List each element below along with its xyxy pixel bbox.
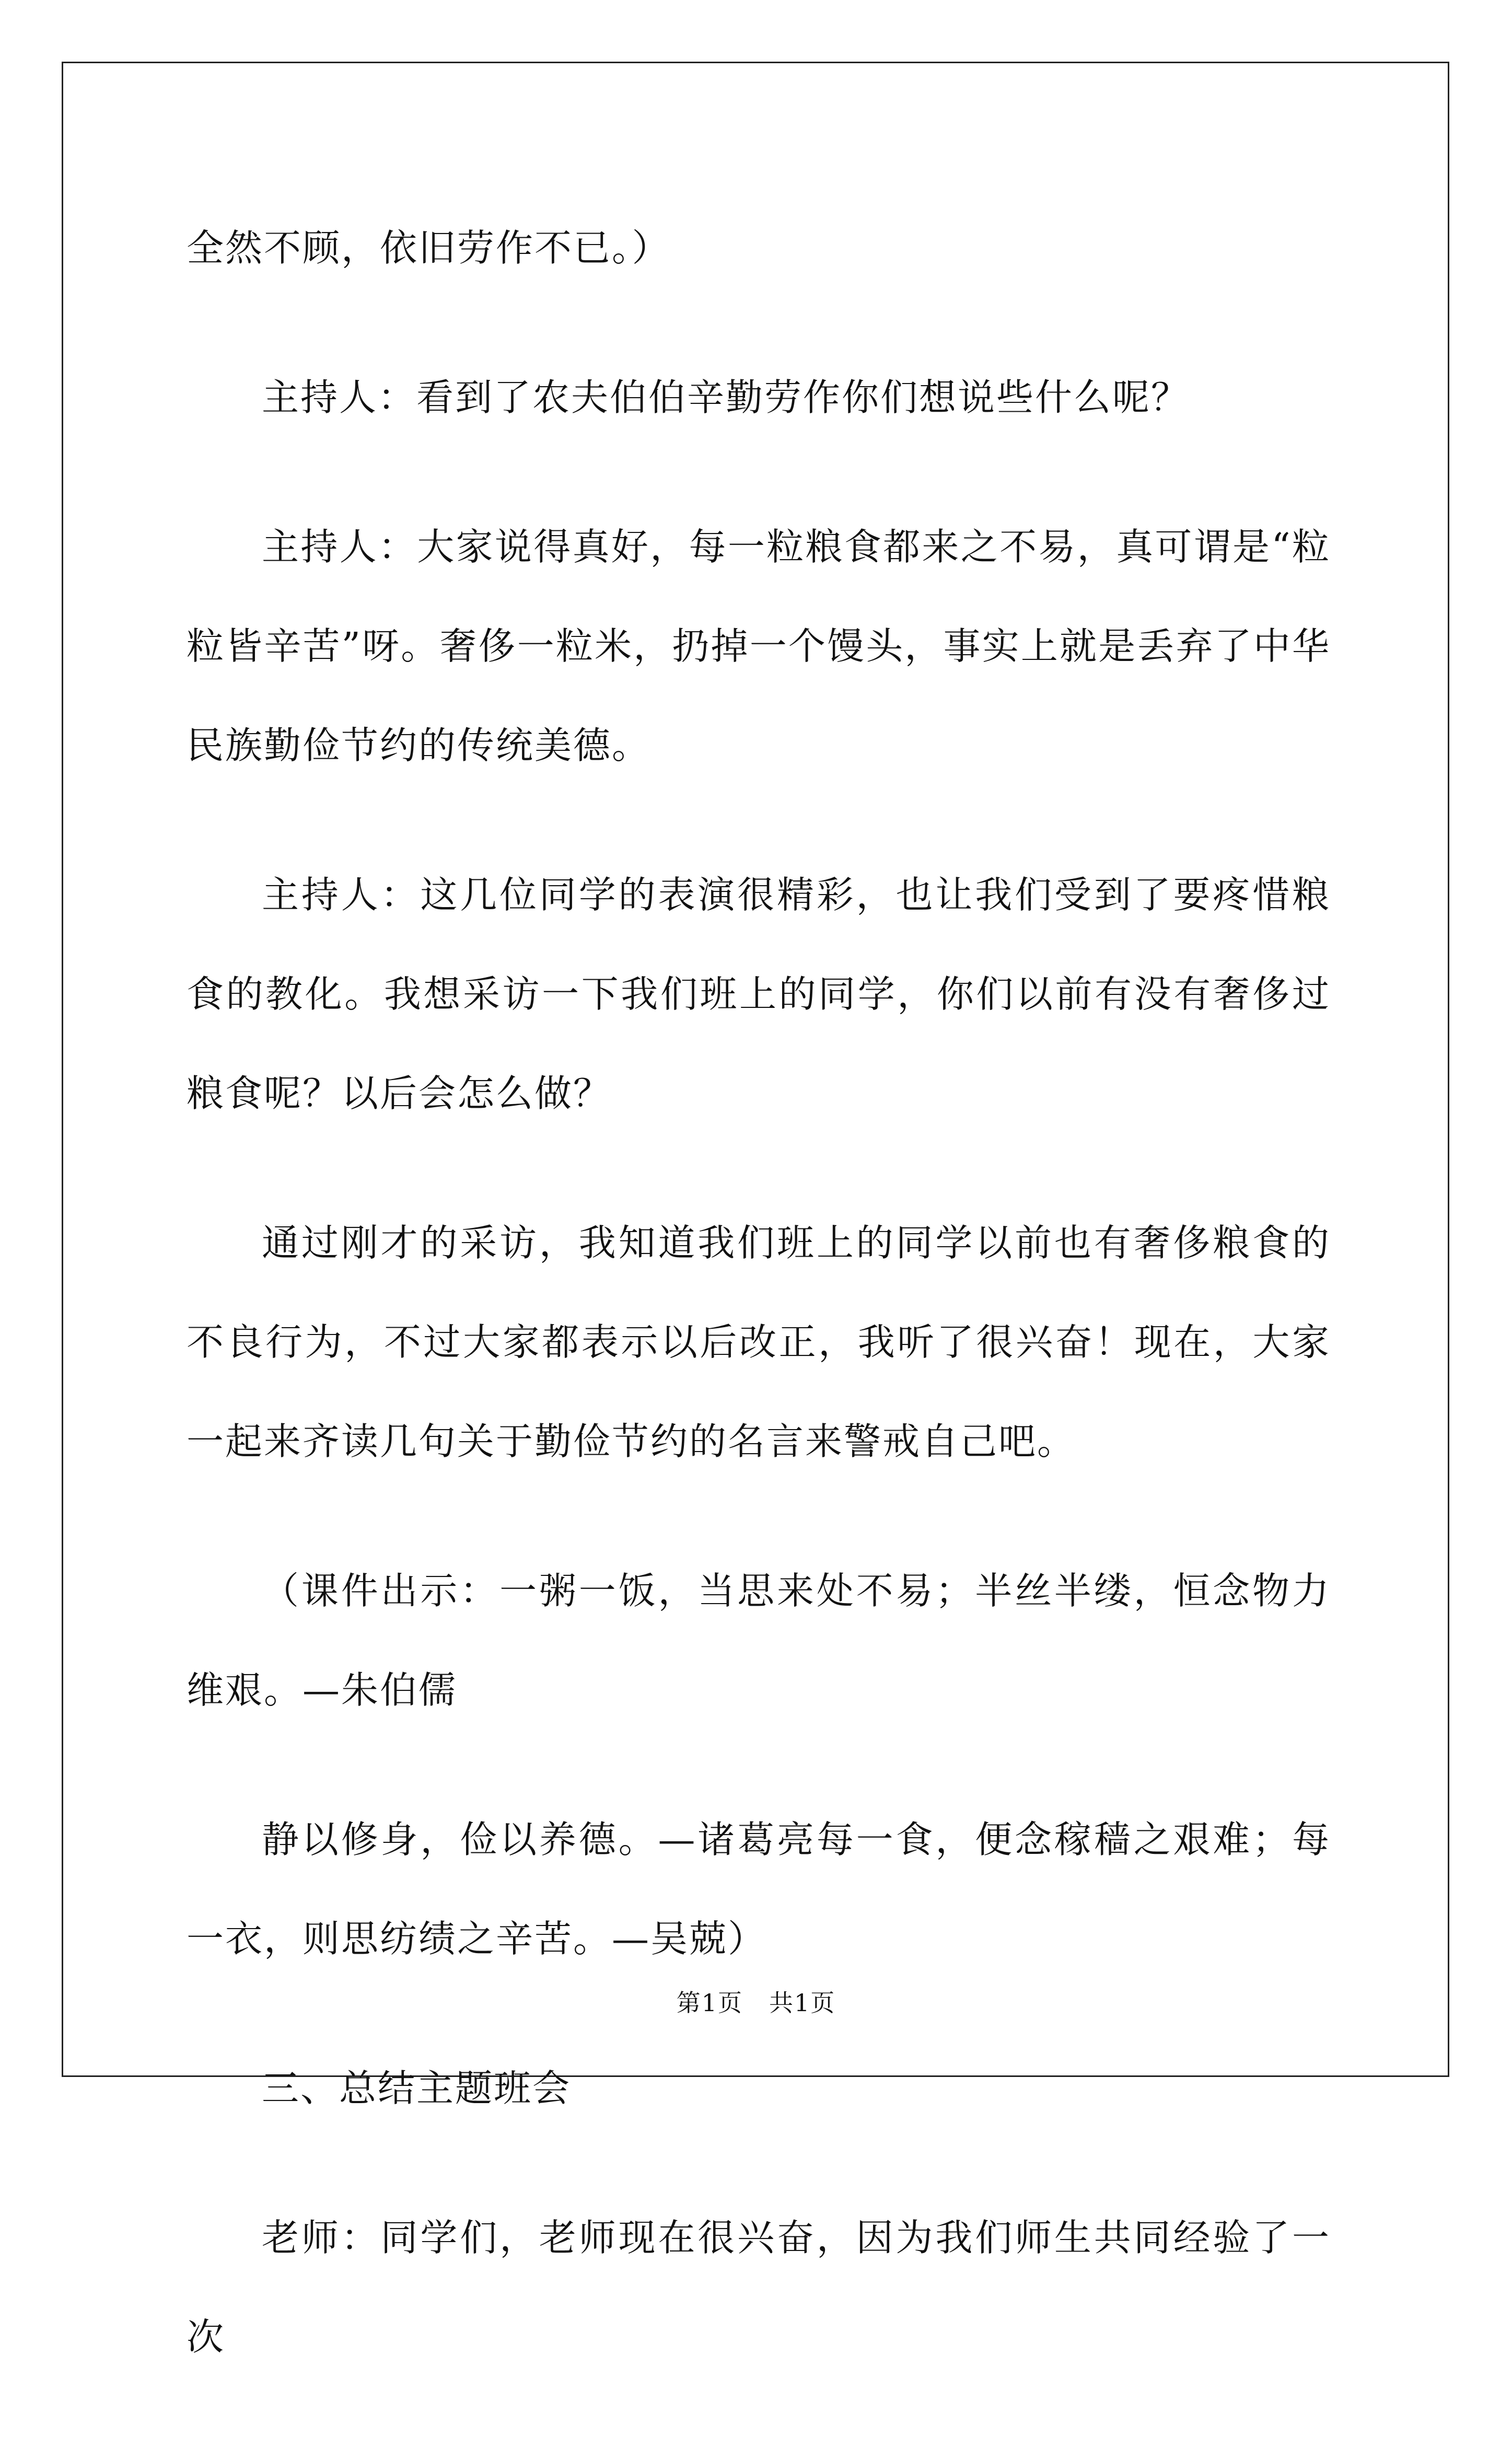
paragraph-3: 主持人：大家说得真好，每一粒粮食都来之不易，真可谓是“粒粒皆辛苦”呀。奢侈一粒米，扔掉一个馒头，事实上就是丢弃了中华民族勤俭节约的传统美德。: [187, 525, 1331, 767]
page-total: 共1页: [769, 1989, 836, 2017]
paragraph-1: 全然不顾，依旧劳作不已。）: [187, 226, 671, 270]
page-footer: [0, 1987, 1512, 2018]
paragraph-6: （课件出示：一粥一饭，当思来处不易；半丝半缕，恒念物力维艰。—朱伯儒: [187, 1569, 1331, 1712]
section-heading: 三、总结主题班会: [262, 2067, 572, 2110]
paragraph-4: 主持人：这几位同学的表演很精彩，也让我们受到了要疼惜粮食的教化。我想采访一下我们班上的同学，你们以前有没有奢侈过粮食呢？以后会怎么做？: [187, 873, 1331, 1115]
paragraph-7: 静以修身，俭以养德。—诸葛亮每一食，便念稼穑之艰难；每一衣，则思纺绩之辛苦。—吴兢）: [187, 1818, 1331, 1960]
document-body: [187, 199, 1331, 2437]
paragraph-9: 老师：同学们，老师现在很兴奋，因为我们师生共同经验了一次: [187, 2216, 1331, 2359]
paragraph-2: 主持人：看到了农夫伯伯辛勤劳作你们想说些什么呢？: [262, 376, 1190, 419]
paragraph-5: 通过刚才的采访，我知道我们班上的同学以前也有奢侈粮食的不良行为，不过大家都表示以后改正，我听了很兴奋！现在，大家一起来齐读几句关于勤俭节约的名言来警戒自己吧。: [187, 1221, 1331, 1463]
page-number: 第1页: [676, 1989, 743, 2017]
